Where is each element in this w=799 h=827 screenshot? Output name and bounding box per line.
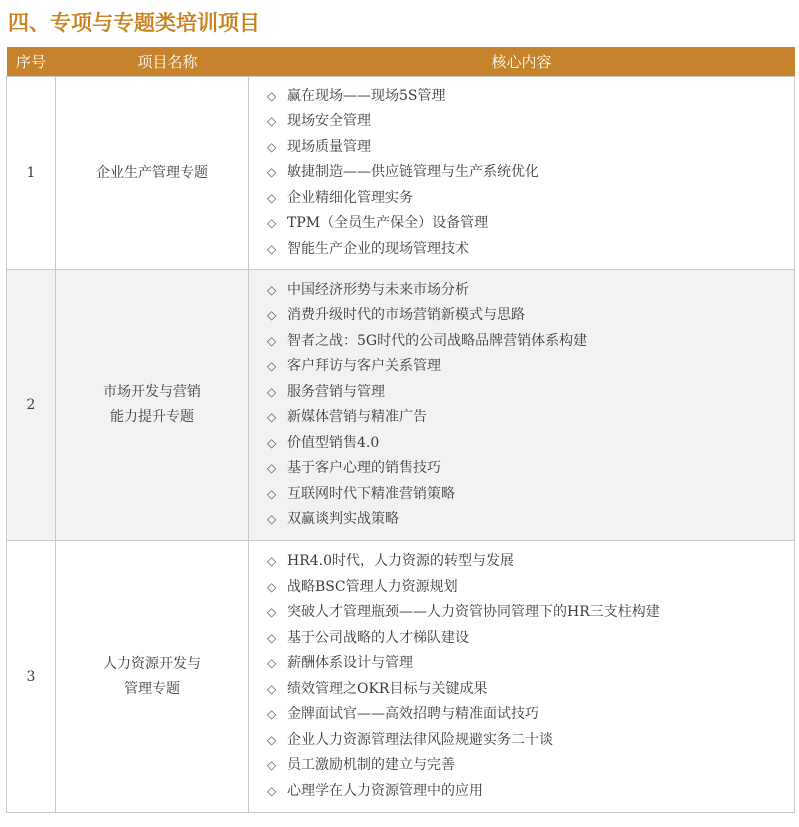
list-item: ◇ 新媒体营销与精准广告 (267, 405, 794, 431)
list-item: ◇ 双赢谈判实战策略 (267, 507, 794, 533)
list-item: ◇ 价值型销售4.0 (267, 431, 794, 457)
list-item: ◇ 消费升级时代的市场营销新模式与思路 (267, 303, 794, 329)
diamond-icon: ◇ (267, 554, 277, 568)
training-table (6, 47, 795, 813)
list-item: ◇ 员工激励机制的建立与完善 (267, 753, 794, 779)
list-item: ◇ 智者之战：5G时代的公司战略品牌营销体系构建 (267, 329, 794, 355)
diamond-icon: ◇ (267, 435, 277, 450)
row-name-line: 企业生产管理专题 (96, 164, 208, 181)
header-name: 项目名称 (56, 47, 249, 77)
row-content (249, 77, 795, 270)
diamond-icon: ◇ (267, 241, 277, 256)
row-name-line: 能力提升专题 (110, 409, 194, 425)
diamond-icon: ◇ (267, 486, 277, 501)
table-row (7, 541, 795, 813)
list-item: ◇ 薪酬体系设计与管理 (267, 651, 794, 677)
list-item: ◇ 智能生产企业的现场管理技术 (267, 237, 794, 263)
row-name-line: 管理专题 (124, 680, 180, 697)
list-item: ◇ 中国经济形势与未来市场分析 (267, 278, 794, 304)
table-header-row (7, 47, 795, 77)
diamond-icon: ◇ (267, 681, 277, 696)
list-item: ◇ 敏捷制造——供应链管理与生产系统优化 (267, 160, 794, 186)
list-item: ◇ TPM（全员生产保全）设备管理 (267, 211, 794, 237)
header-seq: 序号 (7, 47, 56, 77)
row-seq: 3 (7, 541, 56, 813)
row-name (56, 270, 249, 541)
list-item: ◇ HR4.0时代，人力资源的转型与发展 (267, 549, 794, 575)
list-item: ◇ 企业精细化管理实务 (267, 186, 794, 212)
section-title: 四、专项与专题类培训项目 (8, 11, 260, 35)
list-item: ◇ 基于客户心理的销售技巧 (267, 456, 794, 482)
row-name-line: 人力资源开发与 (103, 655, 201, 672)
diamond-icon: ◇ (267, 758, 277, 772)
diamond-icon: ◇ (267, 707, 277, 721)
row-content (249, 270, 795, 541)
diamond-icon: ◇ (267, 410, 277, 424)
list-item: ◇ 互联网时代下精准营销策略 (267, 482, 794, 508)
list-item: ◇ 心理学在人力资源管理中的应用 (267, 779, 794, 805)
diamond-icon: ◇ (267, 783, 277, 798)
diamond-icon: ◇ (267, 359, 277, 373)
diamond-icon: ◇ (267, 139, 277, 154)
diamond-icon: ◇ (267, 190, 277, 205)
content-list (267, 84, 794, 263)
diamond-icon: ◇ (267, 282, 277, 297)
diamond-icon: ◇ (267, 579, 277, 594)
row-name (56, 541, 249, 813)
table-row (7, 77, 795, 270)
diamond-icon: ◇ (267, 461, 277, 475)
diamond-icon: ◇ (267, 88, 277, 103)
row-seq: 1 (7, 77, 56, 270)
row-name (56, 77, 249, 270)
list-item: ◇ 现场安全管理 (267, 109, 794, 135)
diamond-icon: ◇ (267, 384, 277, 399)
list-item: ◇ 客户拜访与客户关系管理 (267, 354, 794, 380)
list-item: ◇ 现场质量管理 (267, 135, 794, 161)
content-list (267, 549, 794, 804)
diamond-icon: ◇ (267, 165, 277, 180)
list-item: ◇ 金牌面试官——高效招聘与精准面试技巧 (267, 702, 794, 728)
row-name-line: 市场开发与营销 (103, 384, 201, 400)
list-item: ◇ 企业人力资源管理法律风险规避实务二十谈 (267, 728, 794, 754)
row-content (249, 541, 795, 813)
list-item: ◇ 赢在现场——现场5S管理 (267, 84, 794, 110)
diamond-icon: ◇ (267, 333, 277, 348)
diamond-icon: ◇ (267, 512, 277, 526)
list-item: ◇ 绩效管理之OKR目标与关键成果 (267, 677, 794, 703)
diamond-icon: ◇ (267, 630, 277, 645)
list-item: ◇ 基于公司战略的人才梯队建设 (267, 626, 794, 652)
row-seq: 2 (7, 270, 56, 541)
diamond-icon: ◇ (267, 216, 277, 231)
header-content: 核心内容 (249, 47, 795, 77)
diamond-icon: ◇ (267, 114, 277, 129)
list-item: ◇ 战略BSC管理人力资源规划 (267, 575, 794, 601)
content-list (267, 278, 794, 533)
list-item: ◇ 服务营销与管理 (267, 380, 794, 406)
diamond-icon: ◇ (267, 308, 277, 322)
list-item: ◇ 突破人才管理瓶颈——人力资管协同管理下的HR三支柱构建 (267, 600, 794, 626)
diamond-icon: ◇ (267, 656, 277, 670)
diamond-icon: ◇ (267, 605, 277, 619)
diamond-icon: ◇ (267, 732, 277, 747)
table-row (7, 270, 795, 541)
